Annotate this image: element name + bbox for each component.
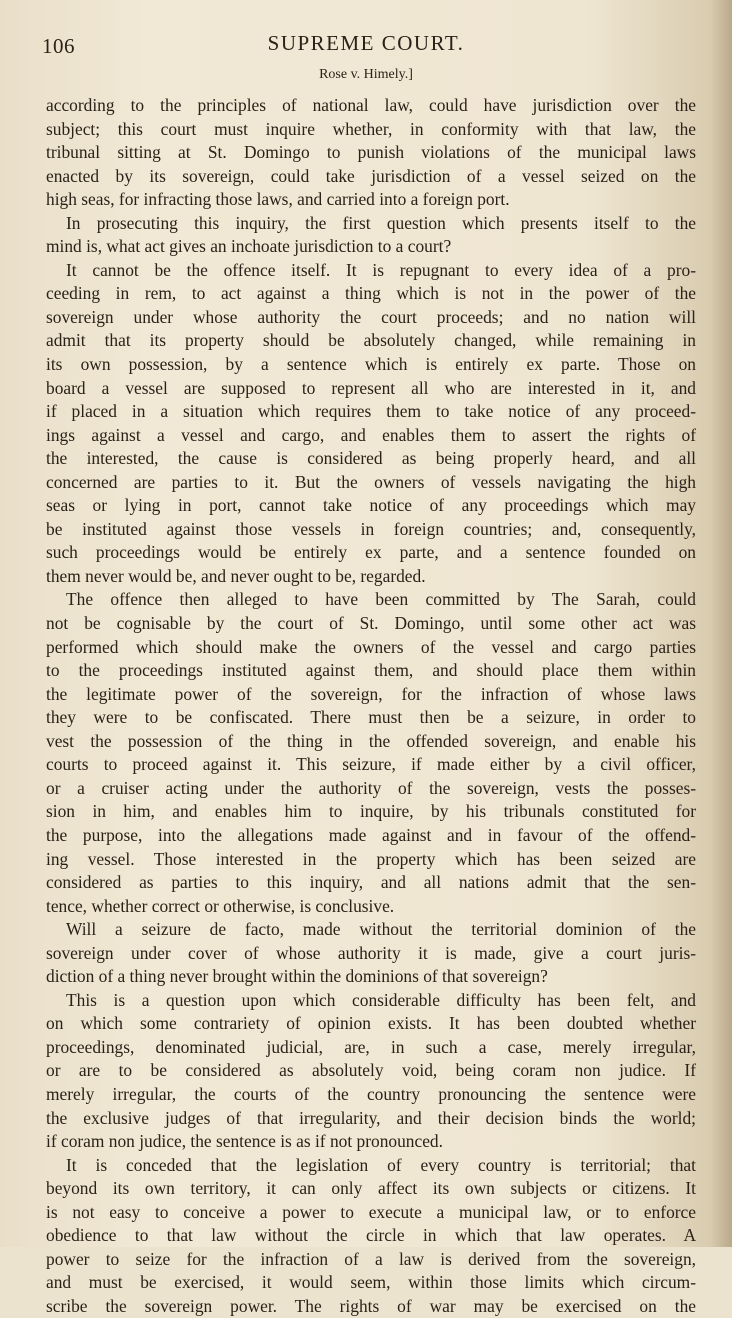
text-line: It cannot be the offence itself. It is repugnant to every idea of a pro-	[66, 259, 696, 280]
text-line: ing vessel. Those interested in the property which has been seized are	[46, 848, 696, 869]
text-line: scribe the sovereign power. The rights of war may be exercised on the	[46, 1295, 696, 1316]
text-line: mind is, what act gives an inchoate jurisdiction to a court?	[46, 236, 452, 257]
text-line: courts to proceed against it. This seizure, if made either by a civil officer,	[46, 754, 696, 775]
body-text	[46, 94, 696, 1318]
text-line: enacted by its sovereign, could take jurisdiction of a vessel seized on the	[46, 165, 696, 186]
text-line: This is a question upon which considerable difficulty has been felt, and	[66, 989, 696, 1010]
text-line: obedience to that law without the circle in which that law operates. A	[46, 1225, 696, 1246]
text-line: merely irregular, the courts of the country pronouncing the sentence were	[46, 1083, 696, 1104]
text-line: considered as parties to this inquiry, and all nations admit that the sen-	[46, 872, 696, 893]
text-line: concerned are parties to it. But the owners of vessels navigating the high	[46, 471, 696, 492]
text-line: board a vessel are supposed to represent all who are interested in it, and	[46, 377, 696, 398]
text-line: ings against a vessel and cargo, and enables them to assert the rights of	[46, 424, 696, 445]
text-line: It is conceded that the legislation of every country is territorial; that	[66, 1154, 696, 1175]
case-title: Rose v. Himely.]	[319, 67, 413, 82]
text-line: beyond its own territory, it can only affect its own subjects or citizens. It	[46, 1178, 696, 1199]
text-line: not be cognisable by the court of St. Domingo, until some other act was	[46, 613, 696, 634]
text-line: the exclusive judges of that irregularity, and their decision binds the world;	[46, 1107, 696, 1128]
text-line: diction of a thing never brought within the dominions of that sovereign?	[46, 966, 548, 987]
text-line: tribunal sitting at St. Domingo to punish violations of the municipal laws	[46, 142, 696, 163]
text-line: sovereign under cover of whose authority it is made, give a court juris-	[46, 942, 696, 963]
text-line: or a cruiser acting under the authority of the sovereign, vests the posses-	[46, 777, 696, 798]
running-head: SUPREME COURT.	[267, 31, 465, 55]
page-number: 106	[42, 34, 75, 58]
text-line: The offence then alleged to have been committed by The Sarah, could	[66, 589, 696, 610]
text-line: vest the possession of the thing in the offended sovereign, and enable his	[46, 730, 696, 751]
text-line: according to the principles of national law, could have jurisdiction over the	[46, 95, 696, 115]
text-line: Will a seizure de facto, made without the territorial dominion of the	[66, 919, 696, 940]
text-line: In prosecuting this inquiry, the first question which presents itself to the	[66, 212, 696, 233]
text-line: and must be exercised, it would seem, within those limits which circum-	[46, 1272, 696, 1293]
text-line: be instituted against those vessels in foreign countries; and, consequently,	[46, 518, 696, 539]
text-line: the purpose, into the allegations made against and in favour of the offend-	[46, 824, 696, 845]
text-line: admit that its property should be absolutely changed, while remaining in	[46, 330, 696, 351]
text-line: the legitimate power of the sovereign, for the infraction of whose laws	[46, 683, 696, 704]
text-line: seas or lying in port, cannot take notice of any proceedings which may	[46, 495, 696, 516]
text-line: or are to be considered as absolutely void, being coram non judice. If	[46, 1060, 696, 1081]
text-line: they were to be confiscated. There must then be a seizure, in order to	[46, 707, 696, 728]
text-line: subject; this court must inquire whether, in conformity with that law, the	[46, 118, 696, 139]
text-line: is not easy to conceive a power to execute a municipal law, or to enforce	[46, 1201, 696, 1222]
text-line: if placed in a situation which requires them to take notice of any proceed-	[46, 401, 696, 422]
text-line: high seas, for infracting those laws, and carried into a foreign port.	[46, 189, 510, 210]
text-line: them never would be, and never ought to be, regarded.	[46, 565, 426, 586]
text-line: sion in him, and enables him to inquire, by his tribunals constituted for	[46, 801, 696, 822]
text-line: proceedings, denominated judicial, are, in such a case, merely irregular,	[46, 1036, 696, 1057]
text-line: such proceedings would be entirely ex parte, and a sentence founded on	[46, 542, 696, 563]
text-line: its own possession, by a sentence which is entirely ex parte. Those on	[46, 354, 696, 375]
text-line: to the proceedings instituted against them, and should place them within	[46, 660, 696, 681]
text-line: on which some contrariety of opinion exists. It has been doubted whether	[46, 1013, 696, 1034]
text-line: sovereign under whose authority the court proceeds; and no nation will	[46, 306, 696, 327]
text-line: performed which should make the owners of the vessel and cargo parties	[46, 636, 696, 657]
text-line: power to seize for the infraction of a law is derived from the sovereign,	[46, 1248, 696, 1269]
text-line: if coram non judice, the sentence is as if not pronounced.	[46, 1131, 443, 1152]
text-line: the interested, the cause is considered as being properly heard, and all	[46, 448, 696, 469]
text-line: tence, whether correct or otherwise, is conclusive.	[46, 895, 395, 916]
text-line: ceeding in rem, to act against a thing which is not in the power of the	[46, 283, 696, 304]
